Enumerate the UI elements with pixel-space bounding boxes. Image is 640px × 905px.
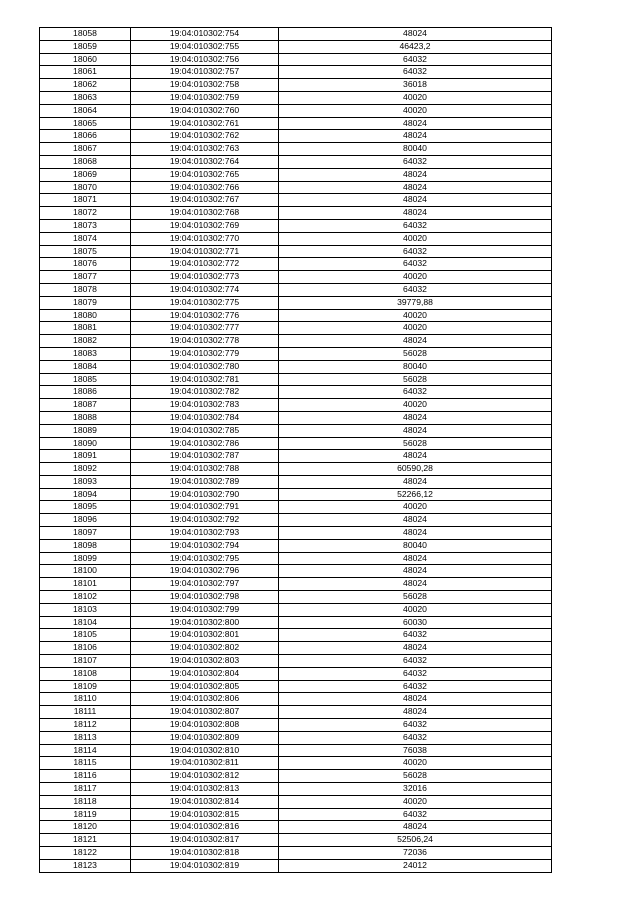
table-row — [40, 706, 552, 719]
cadastral-number-cell: 19:04:010302:800 — [131, 616, 279, 629]
value-cell: 40020 — [279, 795, 552, 808]
cadastral-number-cell: 19:04:010302:765 — [131, 168, 279, 181]
table-row — [40, 130, 552, 143]
row-number-cell: 18110 — [40, 693, 131, 706]
value-cell: 48024 — [279, 335, 552, 348]
data-table — [39, 27, 552, 873]
table-row — [40, 283, 552, 296]
row-number-cell: 18119 — [40, 808, 131, 821]
value-cell: 48024 — [279, 578, 552, 591]
cadastral-number-cell: 19:04:010302:781 — [131, 373, 279, 386]
row-number-cell: 18111 — [40, 706, 131, 719]
cadastral-number-cell: 19:04:010302:788 — [131, 463, 279, 476]
cadastral-number-cell: 19:04:010302:816 — [131, 821, 279, 834]
row-number-cell: 18084 — [40, 360, 131, 373]
table-row — [40, 232, 552, 245]
row-number-cell: 18092 — [40, 463, 131, 476]
cadastral-number-cell: 19:04:010302:818 — [131, 847, 279, 860]
cadastral-number-cell: 19:04:010302:801 — [131, 629, 279, 642]
table-row — [40, 386, 552, 399]
value-cell: 48024 — [279, 527, 552, 540]
cadastral-number-cell: 19:04:010302:810 — [131, 744, 279, 757]
value-cell: 48024 — [279, 514, 552, 527]
row-number-cell: 18118 — [40, 795, 131, 808]
table-row — [40, 258, 552, 271]
value-cell: 48024 — [279, 28, 552, 41]
row-number-cell: 18077 — [40, 271, 131, 284]
table-row — [40, 603, 552, 616]
cadastral-number-cell: 19:04:010302:819 — [131, 859, 279, 872]
row-number-cell: 18106 — [40, 642, 131, 655]
table-row — [40, 757, 552, 770]
table-row — [40, 53, 552, 66]
value-cell: 40020 — [279, 271, 552, 284]
cadastral-number-cell: 19:04:010302:775 — [131, 296, 279, 309]
value-cell: 64032 — [279, 731, 552, 744]
value-cell: 64032 — [279, 245, 552, 258]
value-cell: 24012 — [279, 859, 552, 872]
row-number-cell: 18117 — [40, 783, 131, 796]
value-cell: 64032 — [279, 53, 552, 66]
row-number-cell: 18079 — [40, 296, 131, 309]
row-number-cell: 18100 — [40, 565, 131, 578]
table-row — [40, 66, 552, 79]
value-cell: 48024 — [279, 450, 552, 463]
cadastral-number-cell: 19:04:010302:756 — [131, 53, 279, 66]
cadastral-number-cell: 19:04:010302:754 — [131, 28, 279, 41]
value-cell: 64032 — [279, 219, 552, 232]
cadastral-number-cell: 19:04:010302:784 — [131, 411, 279, 424]
table-row — [40, 155, 552, 168]
table-row — [40, 488, 552, 501]
table-row — [40, 514, 552, 527]
value-cell: 40020 — [279, 91, 552, 104]
cadastral-number-cell: 19:04:010302:804 — [131, 667, 279, 680]
table-row — [40, 168, 552, 181]
table-row — [40, 79, 552, 92]
cadastral-number-cell: 19:04:010302:761 — [131, 117, 279, 130]
table-row — [40, 40, 552, 53]
row-number-cell: 18113 — [40, 731, 131, 744]
table-row — [40, 347, 552, 360]
row-number-cell: 18081 — [40, 322, 131, 335]
row-number-cell: 18115 — [40, 757, 131, 770]
row-number-cell: 18064 — [40, 104, 131, 117]
cadastral-number-cell: 19:04:010302:779 — [131, 347, 279, 360]
cadastral-number-cell: 19:04:010302:811 — [131, 757, 279, 770]
table-row — [40, 770, 552, 783]
table-row — [40, 475, 552, 488]
value-cell: 32016 — [279, 783, 552, 796]
cadastral-number-cell: 19:04:010302:782 — [131, 386, 279, 399]
table-row — [40, 91, 552, 104]
value-cell: 64032 — [279, 155, 552, 168]
value-cell: 56028 — [279, 591, 552, 604]
value-cell: 64032 — [279, 629, 552, 642]
cadastral-number-cell: 19:04:010302:777 — [131, 322, 279, 335]
value-cell: 48024 — [279, 181, 552, 194]
cadastral-number-cell: 19:04:010302:803 — [131, 655, 279, 668]
table-row — [40, 437, 552, 450]
value-cell: 48024 — [279, 565, 552, 578]
row-number-cell: 18088 — [40, 411, 131, 424]
row-number-cell: 18073 — [40, 219, 131, 232]
row-number-cell: 18065 — [40, 117, 131, 130]
table-row — [40, 821, 552, 834]
value-cell: 40020 — [279, 399, 552, 412]
cadastral-number-cell: 19:04:010302:785 — [131, 424, 279, 437]
value-cell: 46423,2 — [279, 40, 552, 53]
cadastral-number-cell: 19:04:010302:812 — [131, 770, 279, 783]
value-cell: 40020 — [279, 322, 552, 335]
value-cell: 60590,28 — [279, 463, 552, 476]
value-cell: 48024 — [279, 207, 552, 220]
row-number-cell: 18062 — [40, 79, 131, 92]
table-row — [40, 847, 552, 860]
value-cell: 48024 — [279, 475, 552, 488]
row-number-cell: 18093 — [40, 475, 131, 488]
value-cell: 48024 — [279, 552, 552, 565]
table-row — [40, 463, 552, 476]
table-row — [40, 309, 552, 322]
cadastral-number-cell: 19:04:010302:789 — [131, 475, 279, 488]
cadastral-number-cell: 19:04:010302:760 — [131, 104, 279, 117]
row-number-cell: 18066 — [40, 130, 131, 143]
value-cell: 64032 — [279, 283, 552, 296]
cadastral-number-cell: 19:04:010302:795 — [131, 552, 279, 565]
table-row — [40, 527, 552, 540]
row-number-cell: 18112 — [40, 719, 131, 732]
value-cell: 48024 — [279, 821, 552, 834]
cadastral-number-cell: 19:04:010302:768 — [131, 207, 279, 220]
cadastral-number-cell: 19:04:010302:799 — [131, 603, 279, 616]
row-number-cell: 18060 — [40, 53, 131, 66]
row-number-cell: 18082 — [40, 335, 131, 348]
cadastral-number-cell: 19:04:010302:796 — [131, 565, 279, 578]
row-number-cell: 18085 — [40, 373, 131, 386]
cadastral-number-cell: 19:04:010302:813 — [131, 783, 279, 796]
table-row — [40, 719, 552, 732]
value-cell: 56028 — [279, 347, 552, 360]
row-number-cell: 18075 — [40, 245, 131, 258]
value-cell: 40020 — [279, 757, 552, 770]
cadastral-number-cell: 19:04:010302:802 — [131, 642, 279, 655]
table-row — [40, 667, 552, 680]
value-cell: 64032 — [279, 808, 552, 821]
value-cell: 40020 — [279, 309, 552, 322]
table-row — [40, 194, 552, 207]
cadastral-number-cell: 19:04:010302:767 — [131, 194, 279, 207]
table-row — [40, 117, 552, 130]
value-cell: 80040 — [279, 143, 552, 156]
cadastral-number-cell: 19:04:010302:769 — [131, 219, 279, 232]
table-row — [40, 859, 552, 872]
row-number-cell: 18098 — [40, 539, 131, 552]
row-number-cell: 18104 — [40, 616, 131, 629]
table-body — [40, 28, 552, 873]
cadastral-number-cell: 19:04:010302:792 — [131, 514, 279, 527]
table-row — [40, 629, 552, 642]
row-number-cell: 18089 — [40, 424, 131, 437]
value-cell: 48024 — [279, 411, 552, 424]
value-cell: 48024 — [279, 642, 552, 655]
cadastral-number-cell: 19:04:010302:790 — [131, 488, 279, 501]
cadastral-number-cell: 19:04:010302:794 — [131, 539, 279, 552]
value-cell: 48024 — [279, 693, 552, 706]
row-number-cell: 18116 — [40, 770, 131, 783]
cadastral-number-cell: 19:04:010302:773 — [131, 271, 279, 284]
row-number-cell: 18063 — [40, 91, 131, 104]
row-number-cell: 18107 — [40, 655, 131, 668]
value-cell: 56028 — [279, 437, 552, 450]
table-row — [40, 578, 552, 591]
row-number-cell: 18121 — [40, 834, 131, 847]
row-number-cell: 18108 — [40, 667, 131, 680]
cadastral-number-cell: 19:04:010302:797 — [131, 578, 279, 591]
cadastral-number-cell: 19:04:010302:805 — [131, 680, 279, 693]
row-number-cell: 18096 — [40, 514, 131, 527]
value-cell: 64032 — [279, 655, 552, 668]
value-cell: 52506,24 — [279, 834, 552, 847]
table-row — [40, 731, 552, 744]
row-number-cell: 18123 — [40, 859, 131, 872]
row-number-cell: 18068 — [40, 155, 131, 168]
table-row — [40, 655, 552, 668]
value-cell: 36018 — [279, 79, 552, 92]
value-cell: 60030 — [279, 616, 552, 629]
table-row — [40, 744, 552, 757]
table-row — [40, 680, 552, 693]
value-cell: 40020 — [279, 501, 552, 514]
row-number-cell: 18114 — [40, 744, 131, 757]
row-number-cell: 18058 — [40, 28, 131, 41]
cadastral-number-cell: 19:04:010302:808 — [131, 719, 279, 732]
table-row — [40, 565, 552, 578]
value-cell: 48024 — [279, 117, 552, 130]
cadastral-number-cell: 19:04:010302:772 — [131, 258, 279, 271]
value-cell: 48024 — [279, 168, 552, 181]
table-row — [40, 783, 552, 796]
row-number-cell: 18086 — [40, 386, 131, 399]
cadastral-number-cell: 19:04:010302:798 — [131, 591, 279, 604]
cadastral-number-cell: 19:04:010302:793 — [131, 527, 279, 540]
table-row — [40, 501, 552, 514]
cadastral-number-cell: 19:04:010302:780 — [131, 360, 279, 373]
table-row — [40, 296, 552, 309]
table-row — [40, 335, 552, 348]
cadastral-number-cell: 19:04:010302:766 — [131, 181, 279, 194]
row-number-cell: 18076 — [40, 258, 131, 271]
cadastral-number-cell: 19:04:010302:817 — [131, 834, 279, 847]
value-cell: 48024 — [279, 706, 552, 719]
table-row — [40, 245, 552, 258]
value-cell: 48024 — [279, 130, 552, 143]
cadastral-number-cell: 19:04:010302:757 — [131, 66, 279, 79]
table-row — [40, 539, 552, 552]
table-row — [40, 591, 552, 604]
table-row — [40, 399, 552, 412]
cadastral-number-cell: 19:04:010302:783 — [131, 399, 279, 412]
row-number-cell: 18087 — [40, 399, 131, 412]
table-row — [40, 616, 552, 629]
cadastral-number-cell: 19:04:010302:770 — [131, 232, 279, 245]
row-number-cell: 18099 — [40, 552, 131, 565]
row-number-cell: 18105 — [40, 629, 131, 642]
cadastral-number-cell: 19:04:010302:758 — [131, 79, 279, 92]
value-cell: 64032 — [279, 680, 552, 693]
cadastral-number-cell: 19:04:010302:809 — [131, 731, 279, 744]
row-number-cell: 18071 — [40, 194, 131, 207]
cadastral-number-cell: 19:04:010302:787 — [131, 450, 279, 463]
cadastral-number-cell: 19:04:010302:771 — [131, 245, 279, 258]
row-number-cell: 18078 — [40, 283, 131, 296]
table-row — [40, 28, 552, 41]
value-cell: 76038 — [279, 744, 552, 757]
value-cell: 64032 — [279, 667, 552, 680]
cadastral-number-cell: 19:04:010302:774 — [131, 283, 279, 296]
cadastral-number-cell: 19:04:010302:776 — [131, 309, 279, 322]
table-row — [40, 219, 552, 232]
value-cell: 64032 — [279, 66, 552, 79]
table-row — [40, 373, 552, 386]
row-number-cell: 18103 — [40, 603, 131, 616]
value-cell: 40020 — [279, 232, 552, 245]
value-cell: 40020 — [279, 104, 552, 117]
row-number-cell: 18102 — [40, 591, 131, 604]
value-cell: 52266,12 — [279, 488, 552, 501]
value-cell: 56028 — [279, 373, 552, 386]
row-number-cell: 18095 — [40, 501, 131, 514]
table-row — [40, 424, 552, 437]
cadastral-number-cell: 19:04:010302:806 — [131, 693, 279, 706]
value-cell: 39779,88 — [279, 296, 552, 309]
cadastral-number-cell: 19:04:010302:759 — [131, 91, 279, 104]
table-row — [40, 181, 552, 194]
row-number-cell: 18083 — [40, 347, 131, 360]
row-number-cell: 18074 — [40, 232, 131, 245]
table-row — [40, 411, 552, 424]
cadastral-number-cell: 19:04:010302:755 — [131, 40, 279, 53]
row-number-cell: 18080 — [40, 309, 131, 322]
table-row — [40, 795, 552, 808]
row-number-cell: 18094 — [40, 488, 131, 501]
row-number-cell: 18072 — [40, 207, 131, 220]
cadastral-number-cell: 19:04:010302:762 — [131, 130, 279, 143]
value-cell: 64032 — [279, 258, 552, 271]
cadastral-number-cell: 19:04:010302:814 — [131, 795, 279, 808]
table-row — [40, 104, 552, 117]
table-row — [40, 642, 552, 655]
row-number-cell: 18109 — [40, 680, 131, 693]
table-row — [40, 143, 552, 156]
table-row — [40, 552, 552, 565]
cadastral-number-cell: 19:04:010302:764 — [131, 155, 279, 168]
value-cell: 48024 — [279, 424, 552, 437]
row-number-cell: 18061 — [40, 66, 131, 79]
table-row — [40, 450, 552, 463]
row-number-cell: 18120 — [40, 821, 131, 834]
value-cell: 80040 — [279, 539, 552, 552]
row-number-cell: 18070 — [40, 181, 131, 194]
cadastral-number-cell: 19:04:010302:791 — [131, 501, 279, 514]
table-row — [40, 322, 552, 335]
value-cell: 72036 — [279, 847, 552, 860]
row-number-cell: 18122 — [40, 847, 131, 860]
row-number-cell: 18101 — [40, 578, 131, 591]
table-row — [40, 271, 552, 284]
table-row — [40, 808, 552, 821]
value-cell: 80040 — [279, 360, 552, 373]
table-row — [40, 207, 552, 220]
value-cell: 64032 — [279, 719, 552, 732]
row-number-cell: 18059 — [40, 40, 131, 53]
cadastral-number-cell: 19:04:010302:815 — [131, 808, 279, 821]
row-number-cell: 18097 — [40, 527, 131, 540]
row-number-cell: 18090 — [40, 437, 131, 450]
table-row — [40, 360, 552, 373]
table-row — [40, 834, 552, 847]
cadastral-number-cell: 19:04:010302:786 — [131, 437, 279, 450]
value-cell: 40020 — [279, 603, 552, 616]
table-row — [40, 693, 552, 706]
cadastral-number-cell: 19:04:010302:807 — [131, 706, 279, 719]
cadastral-number-cell: 19:04:010302:763 — [131, 143, 279, 156]
row-number-cell: 18091 — [40, 450, 131, 463]
value-cell: 64032 — [279, 386, 552, 399]
row-number-cell: 18069 — [40, 168, 131, 181]
value-cell: 56028 — [279, 770, 552, 783]
cadastral-number-cell: 19:04:010302:778 — [131, 335, 279, 348]
row-number-cell: 18067 — [40, 143, 131, 156]
value-cell: 48024 — [279, 194, 552, 207]
